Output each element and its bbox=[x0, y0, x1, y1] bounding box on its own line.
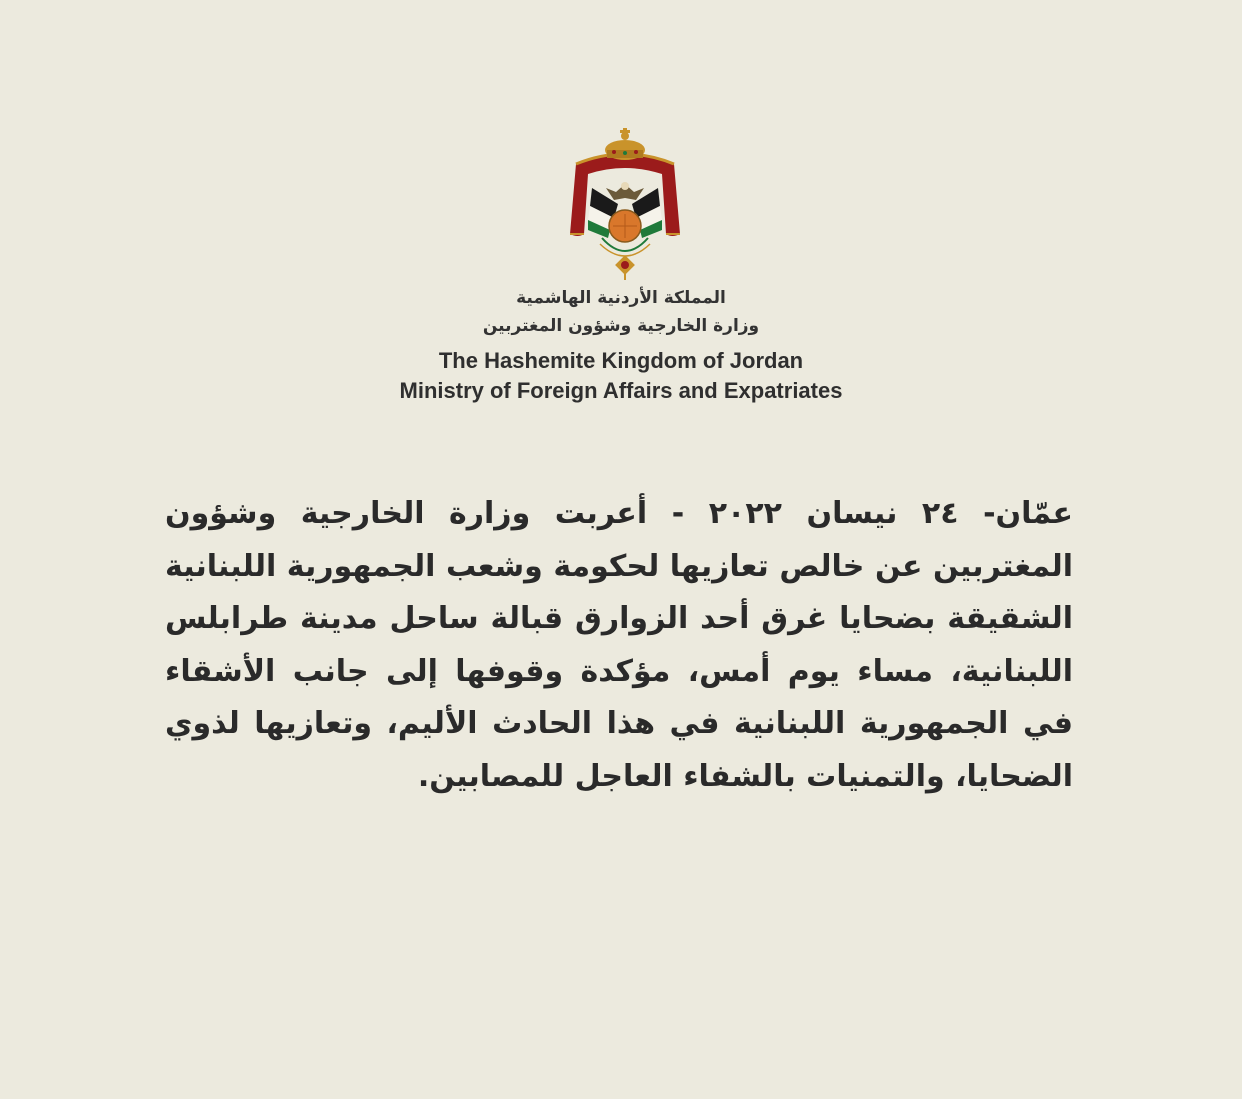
jordan-coat-of-arms-icon bbox=[562, 126, 688, 286]
letterhead-arabic-kingdom: المملكة الأردنية الهاشمية bbox=[516, 288, 726, 308]
letterhead bbox=[300, 284, 942, 406]
letterhead-english-ministry: Ministry of Foreign Affairs and Expatriates bbox=[399, 378, 843, 403]
statement-body: عمّان- ٢٤ نيسان ٢٠٢٢ - أعربت وزارة الخارجية وشؤون المغتربين عن خالص تعازيها لحكومة وشعب الجمهورية اللبنانية الشقيقة بضحايا غرق أحد الزوارق قبالة ساحل مدينة طرابلس اللبنانية، مساء يوم أمس، مؤكدة وقوفها إلى جانب الأشقاء في الجمهورية اللبنانية في هذا الحادث الأليم، وتعازيها لذوي الضحايا، والتمنيات بالشفاء العاجل للمصابين. bbox=[165, 496, 1073, 794]
letterhead-english-kingdom: The Hashemite Kingdom of Jordan bbox=[438, 348, 804, 373]
letterhead-arabic-ministry: وزارة الخارجية وشؤون المغتربين bbox=[482, 316, 760, 336]
